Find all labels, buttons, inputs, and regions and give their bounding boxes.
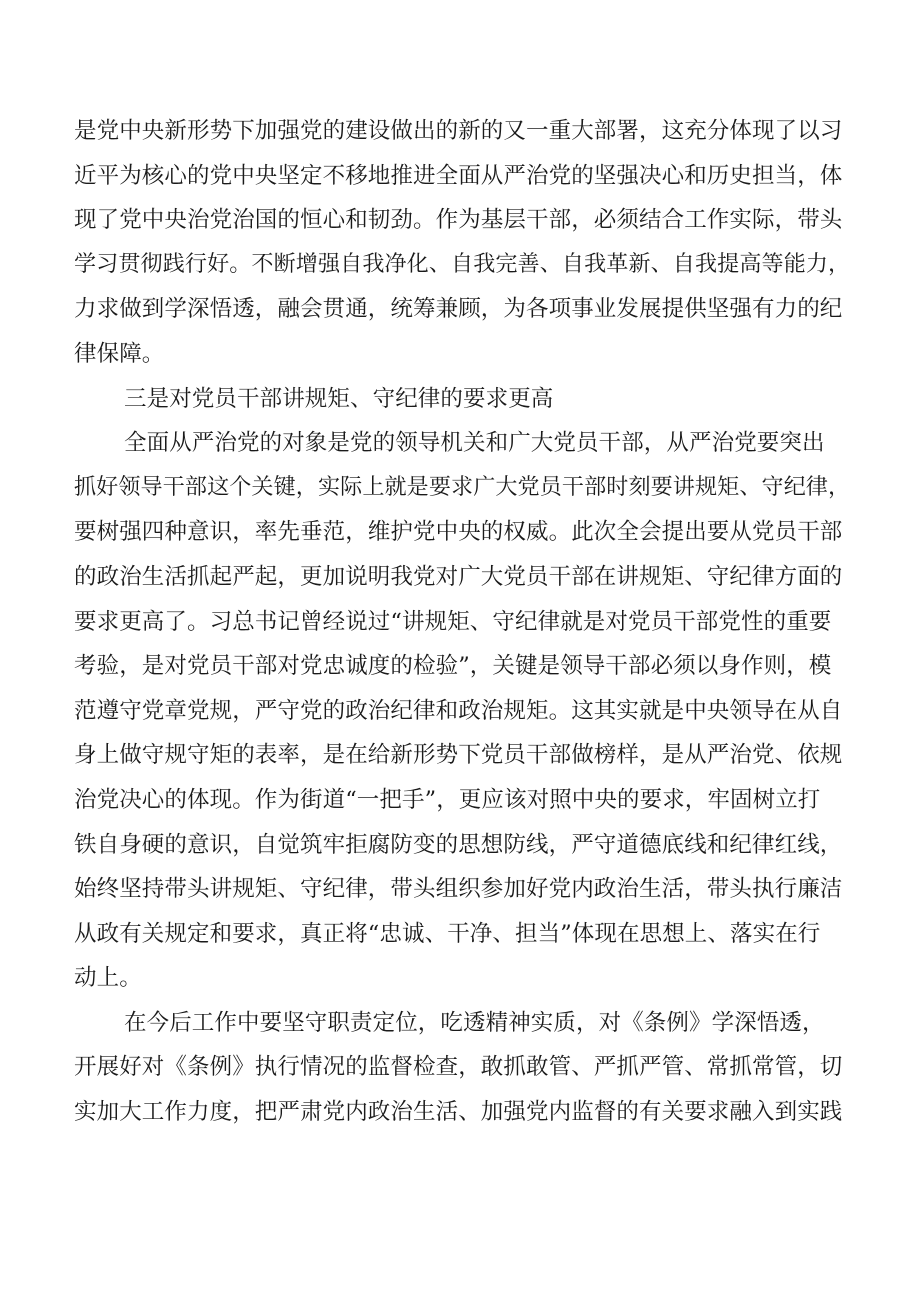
text-line: 学习贯彻践行好。不断增强自我净化、自我完善、自我革新、自我提高等能力， <box>74 251 851 277</box>
text-line: 治党决心的体现。作为街道“一把手”，更应该对照中央的要求，牢固树立打 <box>74 786 821 813</box>
text-line: 考验，是对党员干部对党忠诚度的检验”，关键是领导干部必须以身作则，模 <box>74 653 832 680</box>
text-line: 身上做守规守矩的表率，是在给新形势下党员干部做榜样，是从严治党、依规 <box>74 742 843 769</box>
text-line: 现了党中央治党治国的恒心和韧劲。作为基层干部，必须结合工作实际，带头 <box>74 207 843 234</box>
text-line: 在今后工作中要坚守职责定位，吃透精神实质，对《条例》学深悟透， <box>124 1009 825 1036</box>
text-line: 要求更高了。习总书记曾经说过“讲规矩、守纪律就是对党员干部党性的重要 <box>74 608 832 635</box>
text-line: 抓好领导干部这个关键，实际上就是要求广大党员干部时刻要讲规矩、守纪律， <box>74 474 851 500</box>
body-text <box>74 109 854 1135</box>
text-line: 律保障。 <box>74 340 165 367</box>
text-line: 近平为核心的党中央坚定不移地推进全面从严治党的坚强决心和历史担当，体 <box>74 162 843 189</box>
text-line: 实加大工作力度，把严肃党内政治生活、加强党内监督的有关要求融入到实践 <box>74 1099 843 1126</box>
text-line: 动上。 <box>74 965 142 992</box>
text-line: 始终坚持带头讲规矩、守纪律，带头组织参加好党内政治生活，带头执行廉洁 <box>74 876 843 903</box>
text-line: 是党中央新形势下加强党的建设做出的新的又一重大部署，这充分体现了以习 <box>74 118 843 144</box>
text-line: 铁自身硬的意识，自觉筑牢拒腐防变的思想防线，严守道德底线和纪律红线， <box>74 831 843 858</box>
section-heading: 三是对党员干部讲规矩、守纪律的要求更高 <box>124 385 554 412</box>
text-line: 开展好对《条例》执行情况的监督检查，敢抓敢管、严抓严管、常抓常管，切 <box>74 1054 843 1081</box>
text-line: 要树强四种意识，率先垂范，维护党中央的权威。此次全会提出要从党员干部 <box>74 519 843 546</box>
text-line: 全面从严治党的对象是党的领导机关和广大党员干部，从严治党要突出 <box>124 430 825 457</box>
text-line: 从政有关规定和要求，真正将“忠诚、干净、担当”体现在思想上、落实在行 <box>74 920 821 947</box>
text-line: 范遵守党章党规，严守党的政治纪律和政治规矩。这其实就是中央领导在从自 <box>74 697 843 724</box>
text-line: 力求做到学深悟透，融会贯通，统筹兼顾，为各项事业发展提供坚强有力的纪 <box>74 296 843 323</box>
text-line: 的政治生活抓起严起，更加说明我党对广大党员干部在讲规矩、守纪律方面的 <box>74 563 843 590</box>
